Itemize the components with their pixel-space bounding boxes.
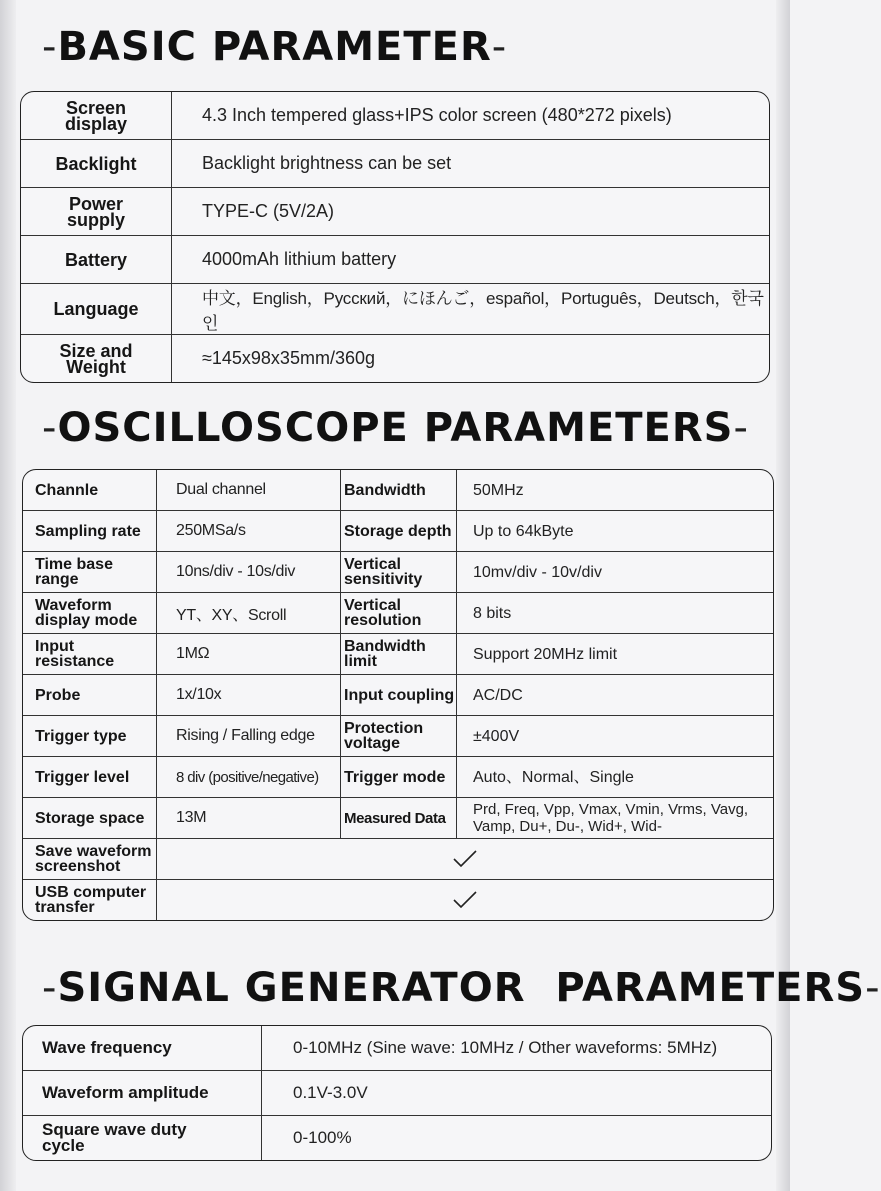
check-icon [452, 890, 478, 910]
table-row [21, 92, 769, 140]
param-label: Bandwidth [341, 470, 457, 511]
param-value: 10mv/div - 10v/div [457, 552, 773, 593]
oscilloscope-title: OSCILLOSCOPE PARAMETERS [57, 405, 734, 451]
param-label: Save waveform screenshot [23, 839, 157, 880]
check-cell [157, 839, 773, 880]
param-label: Trigger type [23, 716, 157, 757]
row-value: 4.3 Inch tempered glass+IPS color screen (480*272 pixels) [172, 92, 769, 140]
param-value: 1x/10x [157, 675, 341, 716]
row-label: Backlight [21, 140, 172, 188]
param-label: Sampling rate [23, 511, 157, 552]
table-row [21, 335, 769, 382]
table-row [23, 798, 773, 839]
param-label: Vertical sensitivity [341, 552, 457, 593]
param-label: Time base range [23, 552, 157, 593]
table-row [23, 511, 773, 552]
oscilloscope-parameters-heading: -OSCILLOSCOPE PARAMETERS- [42, 405, 749, 451]
signal-generator-parameters-table [22, 1025, 772, 1161]
table-row [21, 140, 769, 188]
table-row [23, 593, 773, 634]
param-label: Storage space [23, 798, 157, 839]
param-label: Trigger mode [341, 757, 457, 798]
row-label: Screen display [21, 92, 172, 140]
table-row [23, 839, 773, 880]
row-value: Backlight brightness can be set [172, 140, 769, 188]
param-value: Prd, Freq, Vpp, Vmax, Vmin, Vrms, Vavg, Vamp, Du+, Du-, Wid+, Wid- [457, 798, 773, 839]
check-cell [157, 880, 773, 920]
param-value: ±400V [457, 716, 773, 757]
check-icon [452, 849, 478, 869]
left-edge-shade [0, 0, 16, 1191]
param-value: AC/DC [457, 675, 773, 716]
param-value: Support 20MHz limit [457, 634, 773, 675]
row-value: TYPE-C (5V/2A) [172, 188, 769, 236]
table-row [23, 1026, 771, 1071]
oscilloscope-parameters-table [22, 469, 774, 921]
row-label: Waveform amplitude [23, 1071, 262, 1116]
table-row [23, 470, 773, 511]
param-value: YT、XY、Scroll [157, 593, 341, 634]
table-row [21, 236, 769, 284]
row-label: Language [21, 284, 172, 335]
param-label: Input resistance [23, 634, 157, 675]
param-label: Trigger level [23, 757, 157, 798]
param-value: Dual channel [157, 470, 341, 511]
param-value: 250MSa/s [157, 511, 341, 552]
table-row [23, 634, 773, 675]
table-row [23, 552, 773, 593]
param-value: Auto、Normal、Single [457, 757, 773, 798]
row-value: 0-100% [293, 1128, 352, 1147]
basic-parameter-table [20, 91, 770, 383]
row-label: Square wave duty cycle [23, 1116, 262, 1160]
param-label: Input coupling [341, 675, 457, 716]
right-edge-shade [776, 0, 790, 1191]
param-value: 1MΩ [157, 634, 341, 675]
row-value: 0.1V-3.0V [262, 1071, 771, 1116]
row-label: Size and Weight [21, 335, 172, 382]
row-value: 中文，English，Русский，にほんご，español，Português，Deutsch，한국인 [172, 284, 769, 335]
param-value: 13M [157, 798, 341, 839]
param-label: Vertical resolution [341, 593, 457, 634]
table-row [21, 188, 769, 236]
row-label: Battery [21, 236, 172, 284]
param-value: 50MHz [457, 470, 773, 511]
basic-parameter-heading: -BASIC PARAMETER- [42, 24, 508, 70]
table-row [23, 1071, 771, 1116]
param-label: Measured Data [341, 798, 457, 839]
param-label: Bandwidth limit [341, 634, 457, 675]
row-label: Power supply [21, 188, 172, 236]
row-label: Wave frequency [23, 1026, 262, 1071]
table-row [21, 284, 769, 335]
param-value: 8 bits [457, 593, 773, 634]
param-value: 8 div (positive/negative) [157, 757, 341, 798]
row-value: ≈145x98x35mm/360g [202, 348, 375, 368]
table-row [23, 1116, 771, 1160]
param-value: Up to 64kByte [457, 511, 773, 552]
row-value: 0-10MHz (Sine wave: 10MHz / Other waveforms: 5MHz) [262, 1026, 771, 1071]
param-label: Waveform display mode [23, 593, 157, 634]
param-label: Storage depth [341, 511, 457, 552]
param-label: USB computer transfer [23, 880, 157, 920]
signal-title: SIGNAL GENERATOR PARAMETERS [57, 965, 866, 1011]
table-row [23, 716, 773, 757]
param-value: Rising / Falling edge [157, 716, 341, 757]
param-label: Protection voltage [341, 716, 457, 757]
param-label: Probe [23, 675, 157, 716]
row-value: 4000mAh lithium battery [172, 236, 769, 284]
signal-generator-parameters-heading: -SIGNAL GENERATOR PARAMETERS- [42, 965, 881, 1011]
table-row [23, 675, 773, 716]
param-label: Channle [23, 470, 157, 511]
param-value: 10ns/div - 10s/div [157, 552, 341, 593]
table-row [23, 880, 773, 920]
table-row [23, 757, 773, 798]
basic-title: BASIC PARAMETER [57, 24, 492, 70]
